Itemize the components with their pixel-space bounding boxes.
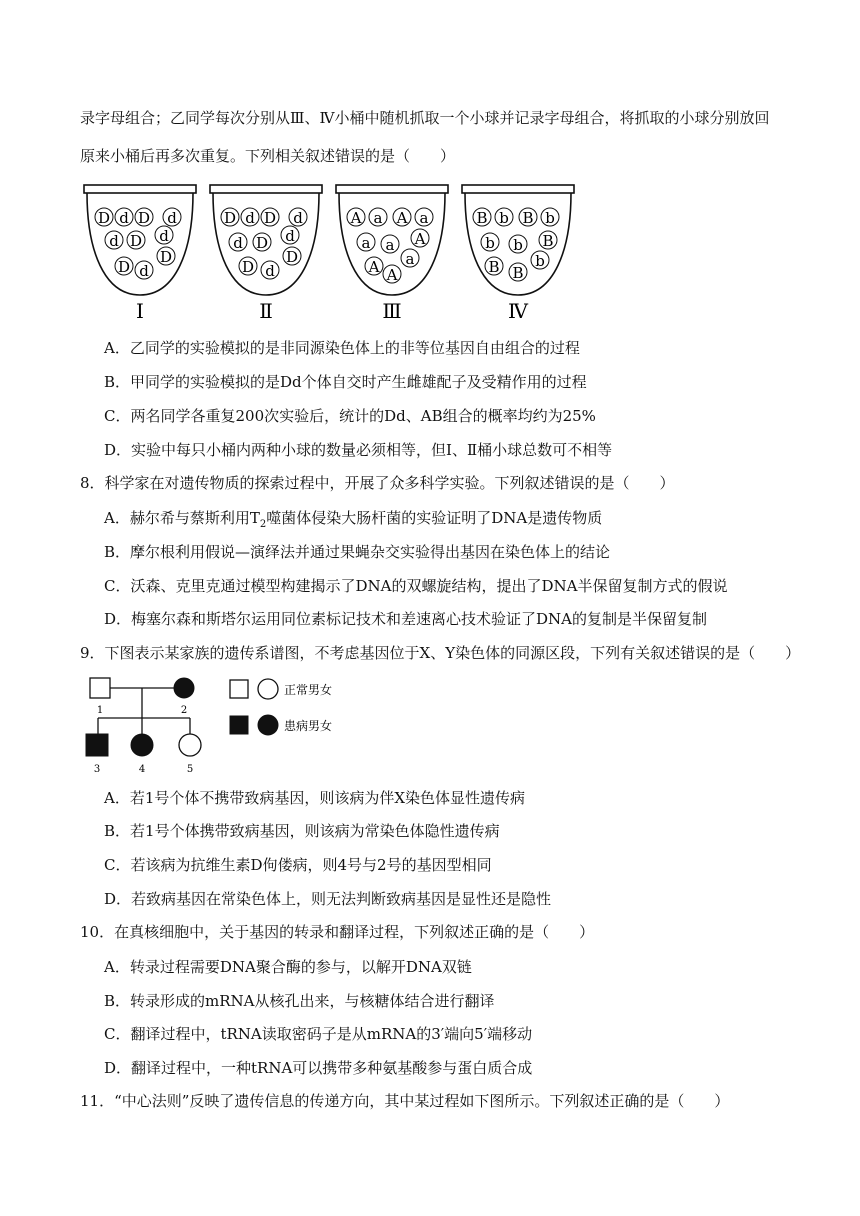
ball-label: D — [241, 258, 255, 276]
bucket-label: Ⅰ — [136, 299, 144, 323]
bucket-4 — [462, 185, 574, 323]
bucket-label: Ⅱ — [259, 299, 273, 323]
ball-label: d — [119, 209, 129, 227]
individual-2-affected-female — [174, 678, 194, 698]
ball-label: d — [109, 232, 119, 250]
q8-option-a-prefix: A．赫尔希与蔡斯利用T — [104, 509, 260, 527]
individual-2-number: 2 — [180, 705, 188, 716]
legend-normal-male-icon — [230, 680, 248, 698]
ball-label: d — [285, 227, 295, 245]
legend-affected-female-icon — [258, 715, 278, 735]
ball-label: D — [129, 232, 143, 250]
q7-option-c: C．两名同学各重复200次实验后，统计的Dd、AB组合的概率均约为25% — [104, 407, 596, 425]
ball-label: a — [361, 234, 371, 252]
individual-1-number: 1 — [96, 705, 104, 716]
individual-3-number: 3 — [93, 764, 101, 775]
ball-label: A — [414, 230, 426, 248]
ball-label: a — [373, 209, 383, 227]
individual-4-number: 4 — [138, 764, 146, 775]
pedigree-chart — [78, 676, 368, 780]
ball-label: a — [419, 209, 429, 227]
q7-intro-line2: 原来小桶后再多次重复。下列相关叙述错误的是（ ） — [80, 147, 456, 165]
q8-stem: 8．科学家在对遗传物质的探索过程中，开展了众多科学实验。下列叙述错误的是（ ） — [80, 474, 675, 492]
ball-label: d — [159, 227, 169, 245]
q9-option-d: D．若致病基因在常染色体上，则无法判断致病基因是显性还是隐性 — [104, 890, 552, 908]
individual-1-normal-male — [90, 678, 110, 698]
legend-affected-male-icon — [230, 716, 248, 734]
q9-stem: 9．下图表示某家族的遗传系谱图，不考虑基因位于X、Y染色体的同源区段，下列有关叙述错误的是（ ） — [80, 644, 801, 662]
ball-label: D — [137, 209, 151, 227]
individual-4-affected-female — [131, 734, 153, 756]
q8-option-c: C．沃森、克里克通过模型构建揭示了DNA的双螺旋结构，提出了DNA半保留复制方式的假说 — [104, 577, 728, 595]
legend-normal-female-icon — [258, 679, 278, 699]
ball-label: D — [255, 234, 269, 252]
ball-label: b — [545, 209, 555, 227]
q10-stem: 10．在真核细胞中，关于基因的转录和翻译过程，下列叙述正确的是（ ） — [80, 923, 595, 941]
ball-label: d — [167, 209, 177, 227]
legend-normal-label: 正常男女 — [284, 683, 333, 697]
q10-option-c: C．翻译过程中，tRNA读取密码子是从mRNA的3′端向5′端移动 — [104, 1025, 533, 1043]
legend-affected-label: 患病男女 — [284, 719, 333, 733]
q8-option-a — [104, 508, 602, 535]
q10-option-b: B．转录形成的mRNA从核孔出来，与核糖体结合进行翻译 — [104, 992, 495, 1010]
q9-option-c: C．若该病为抗维生素D佝偻病，则4号与2号的基因型相同 — [104, 856, 492, 874]
individual-5-normal-female — [179, 734, 201, 756]
bucket-label: Ⅲ — [382, 299, 402, 323]
ball-label: d — [233, 234, 243, 252]
bucket-3 — [336, 185, 448, 323]
bucket-1 — [84, 185, 196, 323]
bucket-label: Ⅳ — [508, 299, 528, 323]
ball-label: B — [522, 209, 534, 227]
ball-label: D — [285, 248, 299, 266]
ball-label: b — [513, 236, 523, 254]
ball-label: B — [512, 264, 524, 282]
individual-3-affected-male — [86, 734, 108, 756]
q7-option-d: D．实验中每只小桶内两种小球的数量必须相等，但Ⅰ、Ⅱ桶小球总数可不相等 — [104, 441, 613, 459]
q8-option-a-suffix: 噬菌体侵染大肠杆菌的实验证明了DNA是遗传物质 — [266, 509, 603, 527]
ball-label: d — [265, 262, 275, 280]
ball-label: b — [499, 209, 509, 227]
q7-intro-line1: 录字母组合；乙同学每次分别从Ⅲ、Ⅳ小桶中随机抓取一个小球并记录字母组合，将抓取的小球分别放回 — [80, 109, 770, 127]
q8-option-a-subscript: 2 — [259, 519, 267, 530]
ball-label: D — [263, 209, 277, 227]
ball-label: B — [476, 209, 488, 227]
q9-option-a: A．若1号个体不携带致病基因，则该病为伴X染色体显性遗传病 — [104, 789, 526, 807]
q8-option-d: D．梅塞尔森和斯塔尔运用同位素标记技术和差速离心技术验证了DNA的复制是半保留复制 — [104, 610, 708, 628]
bucket-2 — [210, 185, 322, 323]
ball-label: B — [542, 232, 554, 250]
q10-option-d: D．翻译过程中，一种tRNA可以携带多种氨基酸参与蛋白质合成 — [104, 1059, 533, 1077]
ball-label: b — [535, 252, 545, 270]
individual-5-number: 5 — [186, 764, 194, 775]
ball-label: D — [97, 209, 111, 227]
q9-option-b: B．若1号个体携带致病基因，则该病为常染色体隐性遗传病 — [104, 822, 500, 840]
ball-label: a — [405, 250, 415, 268]
q8-option-b: B．摩尔根利用假说—演绎法并通过果蝇杂交实验得出基因在染色体上的结论 — [104, 543, 611, 561]
q7-option-a: A．乙同学的实验模拟的是非同源染色体上的非等位基因自由组合的过程 — [104, 339, 580, 357]
ball-label: d — [139, 262, 149, 280]
ball-label: d — [245, 209, 255, 227]
ball-label: a — [385, 236, 395, 254]
q7-option-b: B．甲同学的实验模拟的是Dd个体自交时产生雌雄配子及受精作用的过程 — [104, 373, 587, 391]
bucket-figure — [78, 180, 598, 330]
ball-label: D — [223, 209, 237, 227]
ball-label: b — [485, 234, 495, 252]
ball-label: B — [488, 258, 500, 276]
q10-option-a: A．转录过程需要DNA聚合酶的参与，以解开DNA双链 — [104, 958, 472, 976]
q11-stem: 11．“中心法则”反映了遗传信息的传递方向，其中某过程如下图所示。下列叙述正确的是（ ） — [80, 1092, 730, 1110]
ball-label: d — [293, 209, 303, 227]
ball-label: A — [396, 209, 408, 227]
ball-label: A — [350, 209, 362, 227]
ball-label: A — [368, 258, 380, 276]
ball-label: D — [159, 248, 173, 266]
ball-label: A — [386, 266, 398, 284]
ball-label: D — [117, 258, 131, 276]
